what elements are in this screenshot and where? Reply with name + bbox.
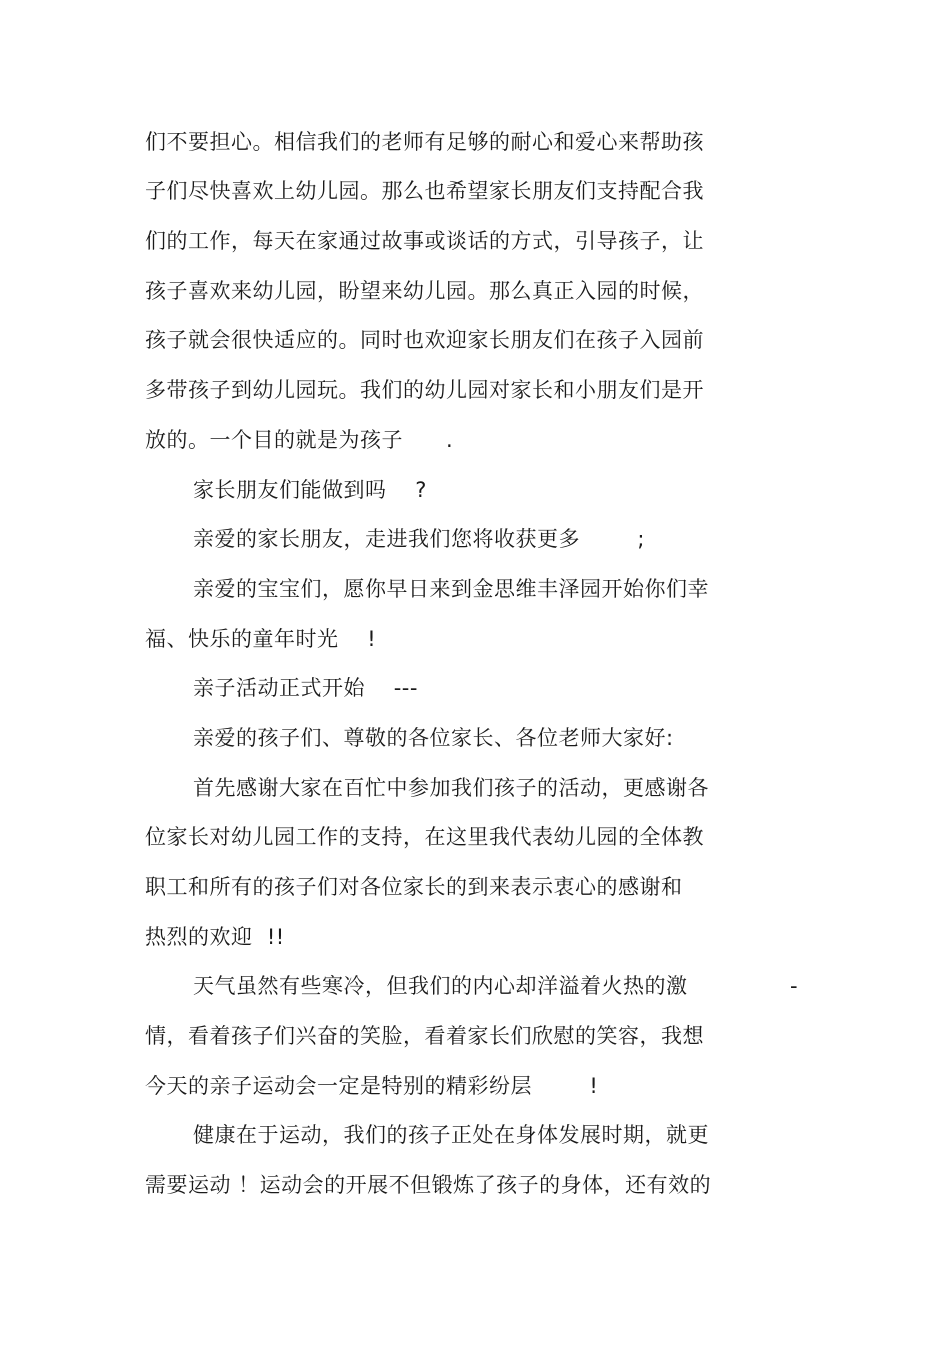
text-line-18: 天气虽然有些寒冷，但我们的内心却洋溢着火热的激 <box>193 974 688 998</box>
text-line-16: 职工和所有的孩子们对各位家长的到来表示衷心的感谢和 <box>145 875 683 899</box>
text-line-3: 们的工作，每天在家通过故事或谈话的方式，引导孩子，让 <box>145 229 704 253</box>
text-line-14: 首先感谢大家在百忙中参加我们孩子的活动，更感谢各 <box>193 776 709 800</box>
text-line-9: 亲爱的家长朋友，走进我们您将收获更多 ; <box>193 527 645 551</box>
text-line-4: 孩子喜欢来幼儿园，盼望来幼儿园。那么真正入园的时候， <box>145 279 704 303</box>
text-line-10: 亲爱的宝宝们，愿你早日来到金思维丰泽园开始你们幸 <box>193 577 709 601</box>
text-line-20: 今天的亲子运动会一定是特别的精彩纷层 ! <box>145 1074 599 1098</box>
text-line-15: 位家长对幼儿园工作的支持，在这里我代表幼儿园的全体教 <box>145 825 704 849</box>
text-line-17: 热烈的欢迎 !! <box>145 925 285 949</box>
text-line-11: 福、快乐的童年时光 ! <box>145 627 377 651</box>
text-line-13: 亲爱的孩子们、尊敬的各位家长、各位老师大家好: <box>193 726 674 750</box>
text-line-2: 子们尽快喜欢上幼儿园。那么也希望家长朋友们支持配合我 <box>145 179 704 203</box>
margin-dash-mark: - <box>790 974 798 998</box>
text-line-1: 们不要担心。相信我们的老师有足够的耐心和爱心来帮助孩 <box>145 130 704 154</box>
text-line-6: 多带孩子到幼儿园玩。我们的幼儿园对家长和小朋友们是开 <box>145 378 704 402</box>
text-line-5: 孩子就会很快适应的。同时也欢迎家长朋友们在孩子入园前 <box>145 328 704 352</box>
text-line-21: 健康在于运动，我们的孩子正处在身体发展时期，就更 <box>193 1123 709 1147</box>
text-line-12: 亲子活动正式开始 --- <box>193 676 418 700</box>
text-line-7: 放的。一个目的就是为孩子 . <box>145 428 454 452</box>
text-line-8: 家长朋友们能做到吗 ? <box>193 478 427 502</box>
text-line-22: 需要运动 ！运动会的开展不但锻炼了孩子的身体，还有效的 <box>145 1173 712 1197</box>
text-line-19: 情，看着孩子们兴奋的笑脸，看着家长们欣慰的笑容，我想 <box>145 1024 704 1048</box>
